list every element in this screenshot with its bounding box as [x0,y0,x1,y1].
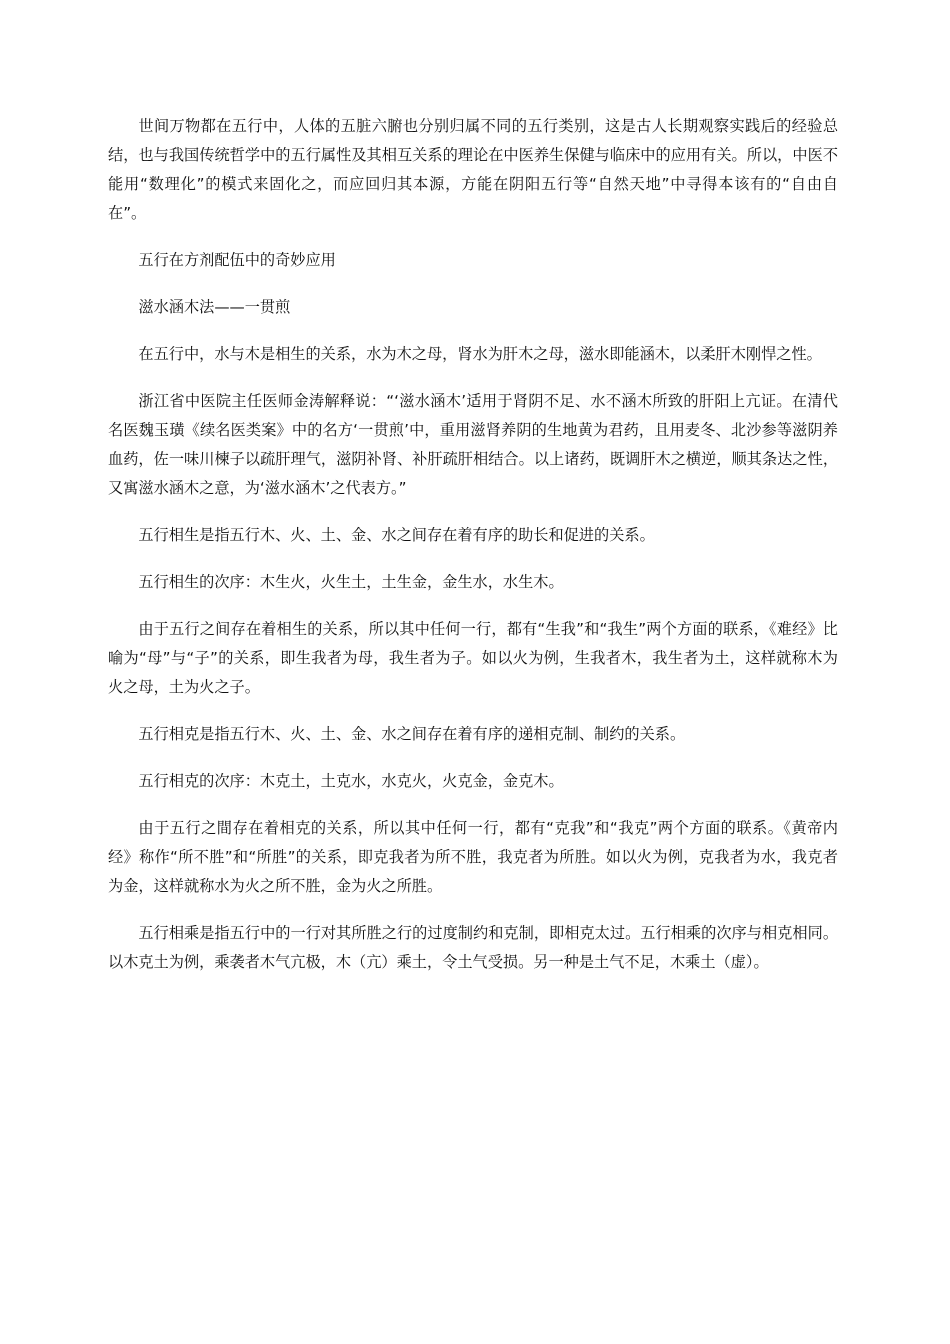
paragraph-generation-definition: 五行相生是指五行木、火、土、金、水之间存在着有序的助长和促进的关系。 [138,526,655,544]
subsection-heading: 滋水涵木法——一贯煎 [138,298,291,316]
document-page [108,112,838,995]
section-heading: 五行在方剂配伍中的奇妙应用 [138,251,336,269]
paragraph-generation-relations: 由于五行之间存在着相生的关系，所以其中任何一行，都有“生我”和“我生”两个方面的联系，《难经》比喻为“母”与“子”的关系，即生我者为母，我生者为子。如以火为例，生我者木，我生者为土，这样就称木为火之母，土为火之子。 [108,620,838,696]
paragraph-restriction-order: 五行相克的次序：木克土，土克水，水克火，火克金，金克木。 [138,772,564,790]
paragraph-restriction-relations: 由于五行之間存在着相克的关系，所以其中任何一行，都有“克我”和“我克”两个方面的联系。《黄帝内经》称作“所不胜”和“所胜”的关系，即克我者为所不胜，我克者为所胜。如以火为例，克我者为水，我克者为金，这样就称水为火之所不胜，金为火之所胜。 [108,819,838,895]
paragraph-generation-order: 五行相生的次序：木生火，火生土，土生金，金生水，水生木。 [138,573,564,591]
paragraph-quote: 浙江省中医院主任医师金涛解释说：“‘滋水涵木’适用于肾阴不足、水不涵木所致的肝阳上亢证。在清代名医魏玉璜《续名医类案》中的名方‘一贯煎’中，重用滋肾养阴的生地黄为君药，且用麦冬、北沙参等滋阴养血药，佐一味川楝子以疏肝理气，滋阴补肾、补肝疏肝相结合。以上诸药，既调肝木之横逆，顺其条达之性，又寓滋水涵木之意，为‘滋水涵木’之代表方。” [108,392,838,497]
paragraph-overacting: 五行相乘是指五行中的一行对其所胜之行的过度制约和克制，即相克太过。五行相乘的次序与相克相同。以木克土为例，乘袭者木气亢极，木（亢）乘土，令土气受损。另一种是土气不足，木乘土（虚）。 [108,924,838,971]
paragraph-water-wood: 在五行中，水与木是相生的关系，水为木之母，肾水为肝木之母，滋水即能涵木，以柔肝木刚悍之性。 [138,345,822,363]
paragraph-intro: 世间万物都在五行中，人体的五脏六腑也分别归属不同的五行类别，这是古人长期观察实践后的经验总结，也与我国传统哲学中的五行属性及其相互关系的理论在中医养生保健与临床中的应用有关。所以，中医不能用“数理化”的模式来固化之，而应回归其本源，方能在阴阳五行等“自然天地”中寻得本该有的“自由自在”。 [108,117,838,222]
paragraph-restriction-definition: 五行相克是指五行木、火、土、金、水之间存在着有序的递相克制、制约的关系。 [138,725,686,743]
